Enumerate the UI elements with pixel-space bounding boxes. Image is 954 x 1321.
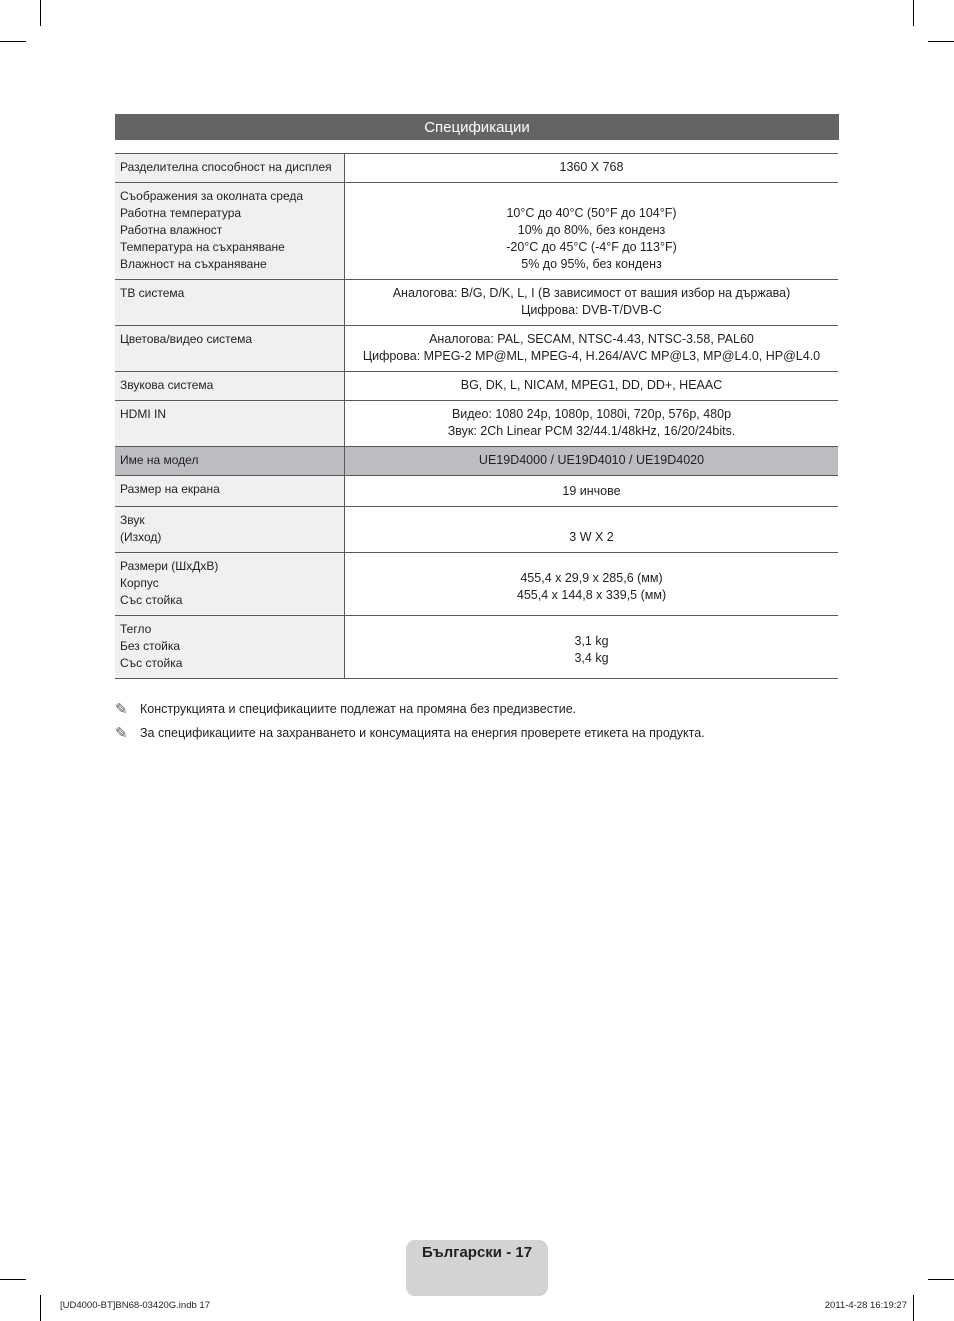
spec-value-cell <box>345 326 839 372</box>
spec-value: BG, DK, L, NICAM, MPEG1, DD, DD+, HEAAC <box>460 378 723 392</box>
spec-table <box>115 153 838 679</box>
crop-mark <box>0 41 26 42</box>
spec-label: Звукова система <box>120 378 214 392</box>
crop-mark <box>913 1295 914 1321</box>
spec-row <box>115 401 838 447</box>
spec-value: 455,4 x 144,8 x 339,5 (мм) <box>516 588 667 602</box>
spec-value: Видео: 1080 24p, 1080p, 1080i, 720p, 576p, 480p <box>451 407 732 421</box>
spec-label: Цветова/видео система <box>120 332 253 346</box>
note-item <box>115 697 705 721</box>
spec-value-cell <box>345 616 839 679</box>
crop-mark <box>0 1279 26 1280</box>
spec-label: Тегло <box>120 622 152 636</box>
section-title: Спецификации <box>424 118 530 136</box>
spec-label: Температура на съхраняване <box>120 240 285 254</box>
spec-label-cell <box>115 476 345 507</box>
spec-row <box>115 507 838 553</box>
crop-mark <box>40 1295 41 1321</box>
spec-label: HDMI IN <box>120 407 166 421</box>
spec-label-cell <box>115 154 345 183</box>
file-slug: [UD4000-BT]BN68-03420G.indb 17 <box>60 1300 210 1311</box>
spec-value: UE19D4000 / UE19D4010 / UE19D4020 <box>478 453 705 467</box>
spec-value: 455,4 x 29,9 x 285,6 (мм) <box>520 571 663 585</box>
spec-value: 3,4 kg <box>574 651 609 665</box>
spec-value: 5% до 95%, без конденз <box>521 257 662 271</box>
note-text: Конструкцията и спецификациите подлежат на промяна без предизвестие. <box>140 702 577 716</box>
spec-row <box>115 447 838 476</box>
spec-value: 3 W X 2 <box>569 530 614 544</box>
spec-label: Работна температура <box>120 206 242 220</box>
spec-label: Без стойка <box>120 639 181 653</box>
spec-value: 10% до 80%, без конденз <box>517 223 666 237</box>
spec-value: Цифрова: DVB-T/DVB-C <box>521 303 662 317</box>
spec-value: Цифрова: MPEG-2 MP@ML, MPEG-4, H.264/AVC MP@L3, MP@L4.0, HP@L4.0 <box>362 349 821 363</box>
print-timestamp: 2011-4-28 16:19:27 <box>824 1300 907 1311</box>
spec-label-cell <box>115 280 345 326</box>
spec-label-cell <box>115 401 345 447</box>
spec-value-cell <box>345 507 839 553</box>
spec-value: 10°C до 40°C (50°F до 104°F) <box>506 206 677 220</box>
spec-label: Влажност на съхраняване <box>120 257 267 271</box>
note-text: За спецификациите на захранването и консумацията на енергия проверете етикета на продукта. <box>140 726 705 740</box>
crop-mark <box>928 1279 954 1280</box>
spec-value: Звук: 2Ch Linear PCM 32/44.1/48kHz, 16/20/24bits. <box>447 424 736 438</box>
spec-value: -20°C до 45°C (-4°F до 113°F) <box>506 240 677 254</box>
spec-label: Корпус <box>120 576 159 590</box>
crop-mark <box>40 0 41 26</box>
spec-value-cell <box>345 447 839 476</box>
spec-value-cell <box>345 154 839 183</box>
spec-value-cell <box>345 401 839 447</box>
spec-label: ТВ система <box>120 286 185 300</box>
section-header <box>115 114 839 140</box>
spec-label-cell <box>115 183 345 280</box>
spec-value-cell <box>345 553 839 616</box>
spec-value-cell <box>345 183 839 280</box>
spec-label-cell <box>115 616 345 679</box>
notes-list <box>115 697 705 745</box>
spec-label-cell <box>115 507 345 553</box>
spec-label: Размер на екрана <box>120 482 220 496</box>
spec-value: Аналогова: B/G, D/K, L, I (В зависимост от вашия избор на държава) <box>392 286 791 300</box>
note-item <box>115 721 705 745</box>
spec-row <box>115 616 838 679</box>
spec-label: Съображения за околната среда <box>120 189 304 203</box>
spec-label: Със стойка <box>120 593 183 607</box>
crop-mark <box>928 41 954 42</box>
spec-label: Със стойка <box>120 656 183 670</box>
spec-row <box>115 372 838 401</box>
pencil-note-icon: ✎ <box>115 701 128 718</box>
spec-value-cell <box>345 476 839 507</box>
crop-mark <box>913 0 914 26</box>
spec-row <box>115 183 838 280</box>
spec-value: 19 инчове <box>562 484 621 498</box>
spec-label: Размери (ШхДхВ) <box>120 559 219 573</box>
spec-label: Работна влажност <box>120 223 223 237</box>
spec-label: Звук <box>120 513 145 527</box>
spec-label-cell <box>115 447 345 476</box>
spec-label: (Изход) <box>120 530 162 544</box>
pencil-note-icon: ✎ <box>115 725 128 742</box>
spec-label-cell <box>115 372 345 401</box>
spec-row <box>115 476 838 507</box>
spec-row <box>115 553 838 616</box>
spec-label: Име на модел <box>120 453 199 467</box>
spec-value-cell <box>345 280 839 326</box>
spec-value: Аналогова: PAL, SECAM, NTSC-4.43, NTSC-3.58, PAL60 <box>429 332 754 346</box>
spec-row <box>115 154 838 183</box>
spec-value: 1360 X 768 <box>559 160 624 174</box>
spec-value-cell <box>345 372 839 401</box>
page-number: Български - 17 <box>421 1244 533 1261</box>
spec-row <box>115 280 838 326</box>
spec-label: Разделителна способност на дисплея <box>120 160 332 174</box>
spec-row <box>115 326 838 372</box>
spec-table-body <box>115 154 838 679</box>
spec-label-cell <box>115 553 345 616</box>
spec-label-cell <box>115 326 345 372</box>
spec-value: 3,1 kg <box>574 634 609 648</box>
